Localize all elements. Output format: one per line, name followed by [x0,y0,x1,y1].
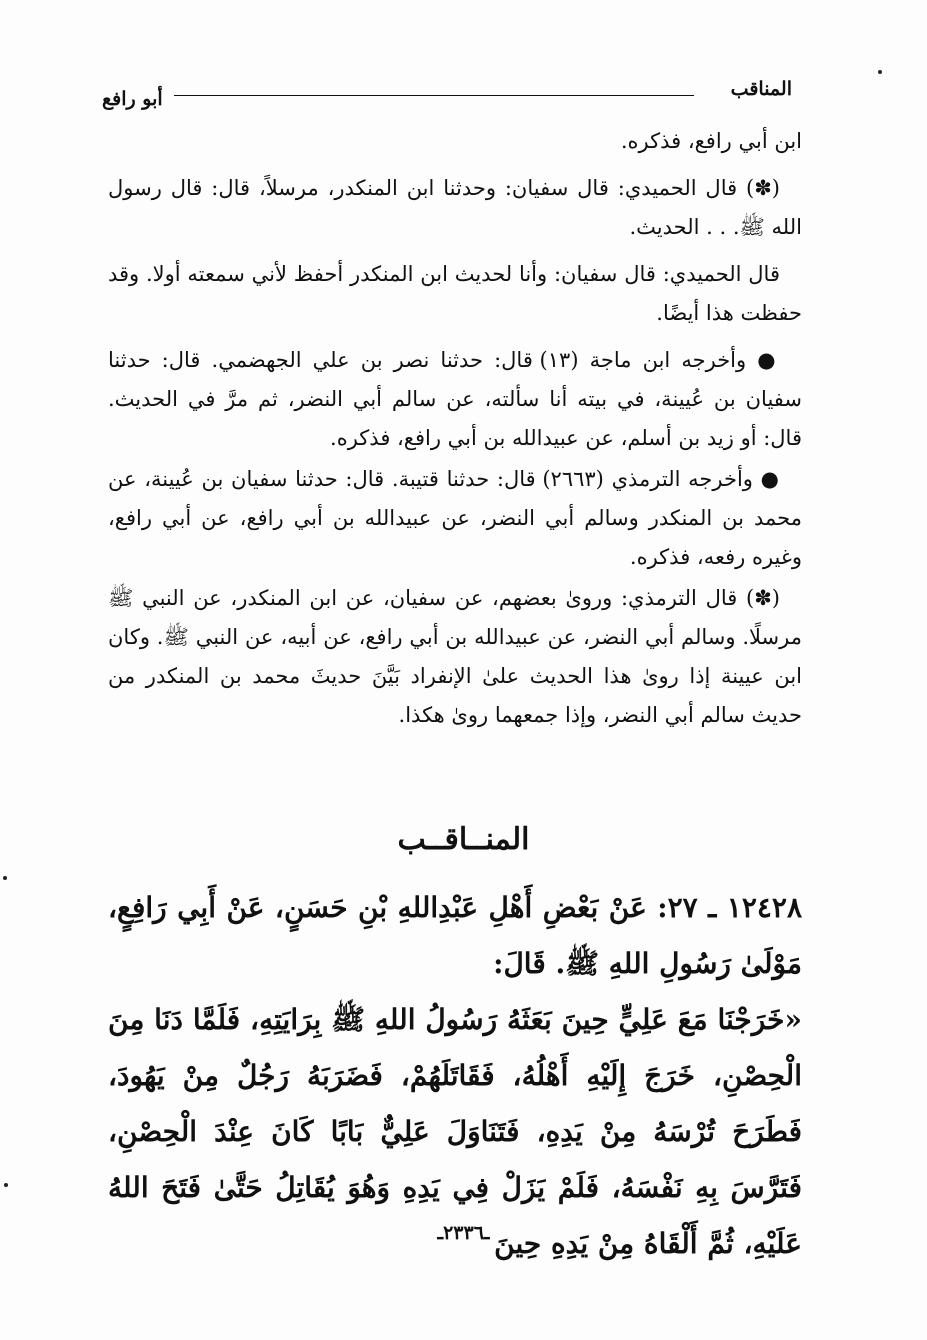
header-section-title: المناقب [730,78,792,100]
commentary-paragraph: (✽) قال الترمذي: وروىٰ بعضهم، عن سفيان، عن ابن المنكدر، عن النبي ﷺ مرسلًا. وسالم أبي النضر، عن عبيدالله بن أبي رافع، عن أبيه، عن النبي ﷺ. وكان ابن عيينة إذا روىٰ هذا الحديث علىٰ الإنفراد بَيَّنَ حديثَ محمد بن المنكدر من حديث سالم أبي النضر، وإذا جمعهما روىٰ هكذا. [108,586,802,727]
commentary-paragraph: (✽) قال الحميدي: قال سفيان: وحدثنا ابن المنكدر، مرسلاً، قال: قال رسول الله ﷺ. . . الحديث. [108,176,802,239]
scan-speck [878,70,882,74]
header-rule [174,95,694,96]
commentary-paragraph: ● وأخرجه الترمذي (٢٦٦٣) قال: حدثنا قتيبة. قال: حدثنا سفيان بن عُيينة، عن محمد بن المنكدر وسالم أبي النضر، عن عبيدالله بن أبي رافع، عن أبي رافع، وغيره رفعه، فذكره. [108,467,802,569]
commentary-paragraph: ● وأخرجه ابن ماجة (١٣) قال: حدثنا نصر بن علي الجهضمي. قال: حدثنا سفيان بن عُيينة، في بيته أنا سألته، عن سالم أبي النضر، ثم مرَّ في الحديث. قال: أو زيد بن أسلم، عن عبيدالله بن أبي رافع، فذكره. [108,348,802,450]
commentary-paragraph: قال الحميدي: قال سفيان: وأنا لحديث ابن المنكدر أحفظ لأني سمعته أولا. وقد حفظت هذا أيضًا. [108,262,802,325]
commentary-paragraph: ابن أبي رافع، فذكره. [620,129,802,153]
page-number: ـ٢٣٣٦ـ [437,1222,490,1244]
header-chapter-title: أبو رافع [102,88,163,110]
section-title: المنــاقــب [397,822,530,857]
scan-speck [4,1183,8,1187]
commentary-block [108,122,802,735]
hadith-text: «خَرَجْنَا مَعَ عَلِيٍّ حِينَ بَعَثَهُ رَسُولُ اللهِ ﷺ بِرَايَتِهِ، فَلَمَّا دَنَا مِنَ الْحِصْنِ، خَرَجَ إِلَيْهِ أَهْلُهُ، فَقَاتَلَهُمْ، فَضَرَبَهُ رَجُلٌ مِنْ يَهُودَ، فَطَرَحَ تُرْسَهُ مِنْ يَدِهِ، فَتَنَاوَلَ عَلِيٌّ بَابًا كَانَ عِنْدَ الْحِصْنِ، فَتَرَّسَ بِهِ نَفْسَهُ، فَلَمْ يَزَلْ فِي يَدِهِ وَهُوَ يُقَاتِلُ حَتَّىٰ فَتَحَ اللهُ عَلَيْهِ، ثُمَّ أَلْقَاهُ مِنْ يَدِهِ حِينَ [108,1003,802,1260]
running-header [102,78,802,108]
hadith-heading: ١٢٤٢٨ ـ ٢٧: عَنْ بَعْضِ أَهْلِ عَبْدِاللهِ بْنِ حَسَنٍ، عَنْ أَبِي رَافِعٍ، مَوْلَىٰ رَسُولِ اللهِ ﷺ. قَالَ: [108,891,802,980]
scan-speck [3,876,7,880]
